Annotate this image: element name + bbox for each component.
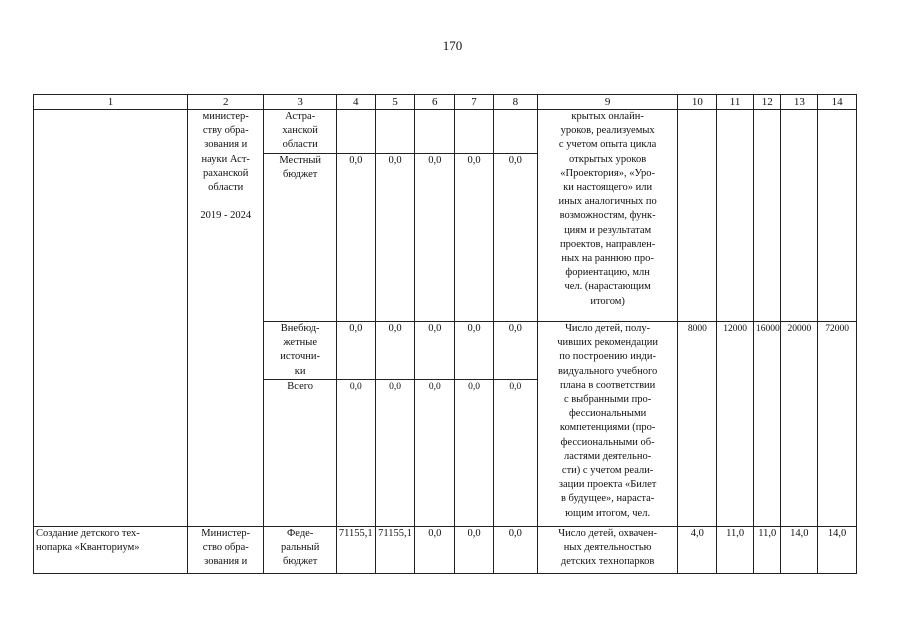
value-cell: 0,0 [455,379,494,526]
indicator-text: Число детей, охвачен- ных деятельностью детских технопарков [537,526,678,573]
column-number: 14 [818,95,857,110]
implementation-period: 2019 - 2024 [200,210,252,222]
column-number: 13 [781,95,818,110]
target-cell: 14,0 [781,526,818,573]
funding-source: Местный бюджет [264,154,336,322]
column-number: 6 [415,95,455,110]
value-cell: 0,0 [493,379,537,526]
page-number: 170 [442,38,463,53]
target-cell: 11,0 [753,526,781,573]
target-cell: 16000 [753,322,781,527]
target-cell: 72000 [818,322,857,527]
target-cell [678,110,717,322]
value-cell: 71155,1 [336,526,375,573]
value-cell: 0,0 [493,526,537,573]
value-cell [375,110,415,154]
target-cell: 4,0 [678,526,717,573]
column-number: 4 [336,95,375,110]
value-cell: 0,0 [493,322,537,380]
target-cell [781,110,818,322]
column-number: 3 [264,95,336,110]
responsible-executor: министер- ству обра- зования и науки Аст- раханской области [201,111,250,194]
event-name-cell [34,110,188,527]
target-cell: 8000 [678,322,717,527]
target-cell: 20000 [781,322,818,527]
responsible-cell [187,110,263,527]
column-number: 8 [493,95,537,110]
target-cell [753,110,781,322]
indicator-text: крытых онлайн- уроков, реализуемых с учетом опыта цикла открытых уроков «Проектория», «Уро- ки настоящего» или иных аналогичных по возможностям, функ- циям и результатам проектов, направлен- ных на раннюю про- фориентацию, млн чел. (нарастающим итогом) [537,110,678,322]
target-cell: 12000 [717,322,754,527]
responsible-executor: Министер- ство обра- зования и [187,526,263,573]
table-row [34,110,857,154]
value-cell: 0,0 [375,154,415,322]
event-name: Создание детского тех- нопарка «Кванториум» [34,526,188,573]
column-number: 12 [753,95,781,110]
program-table [33,94,857,574]
value-cell: 0,0 [455,526,494,573]
column-number: 7 [455,95,494,110]
value-cell: 0,0 [455,154,494,322]
target-cell [717,110,754,322]
funding-source: Феде- ральный бюджет [264,526,336,573]
target-cell: 14,0 [818,526,857,573]
column-number: 9 [537,95,678,110]
column-number: 10 [678,95,717,110]
target-cell [818,110,857,322]
column-number: 11 [717,95,754,110]
column-number: 1 [34,95,188,110]
table-row [34,526,857,573]
indicator-text: Число детей, полу- чивших рекомендации по построению инди- видуального учебного плана в соответствии с выбранными про- фессиональными компетенциями (про- фессиональными об- ластями деятельно- сти) с учетом реали- зации проекта «Билет в будущее», нараста- ющим итогом, чел. [537,322,678,527]
column-number-row [34,95,857,110]
value-cell: 0,0 [493,154,537,322]
target-cell: 11,0 [717,526,754,573]
value-cell [455,110,494,154]
value-cell: 0,0 [336,154,375,322]
column-number: 2 [187,95,263,110]
value-cell: 0,0 [415,379,455,526]
value-cell: 71155,1 [375,526,415,573]
funding-source: Астра- ханской области [264,110,336,154]
value-cell [336,110,375,154]
value-cell [415,110,455,154]
value-cell: 0,0 [415,322,455,380]
funding-source: Внебюд- жетные источни- ки [264,322,336,380]
value-cell: 0,0 [415,154,455,322]
column-number: 5 [375,95,415,110]
funding-source: Всего [264,379,336,526]
value-cell: 0,0 [375,379,415,526]
value-cell: 0,0 [336,379,375,526]
value-cell: 0,0 [336,322,375,380]
value-cell [493,110,537,154]
value-cell: 0,0 [455,322,494,380]
value-cell: 0,0 [415,526,455,573]
value-cell: 0,0 [375,322,415,380]
